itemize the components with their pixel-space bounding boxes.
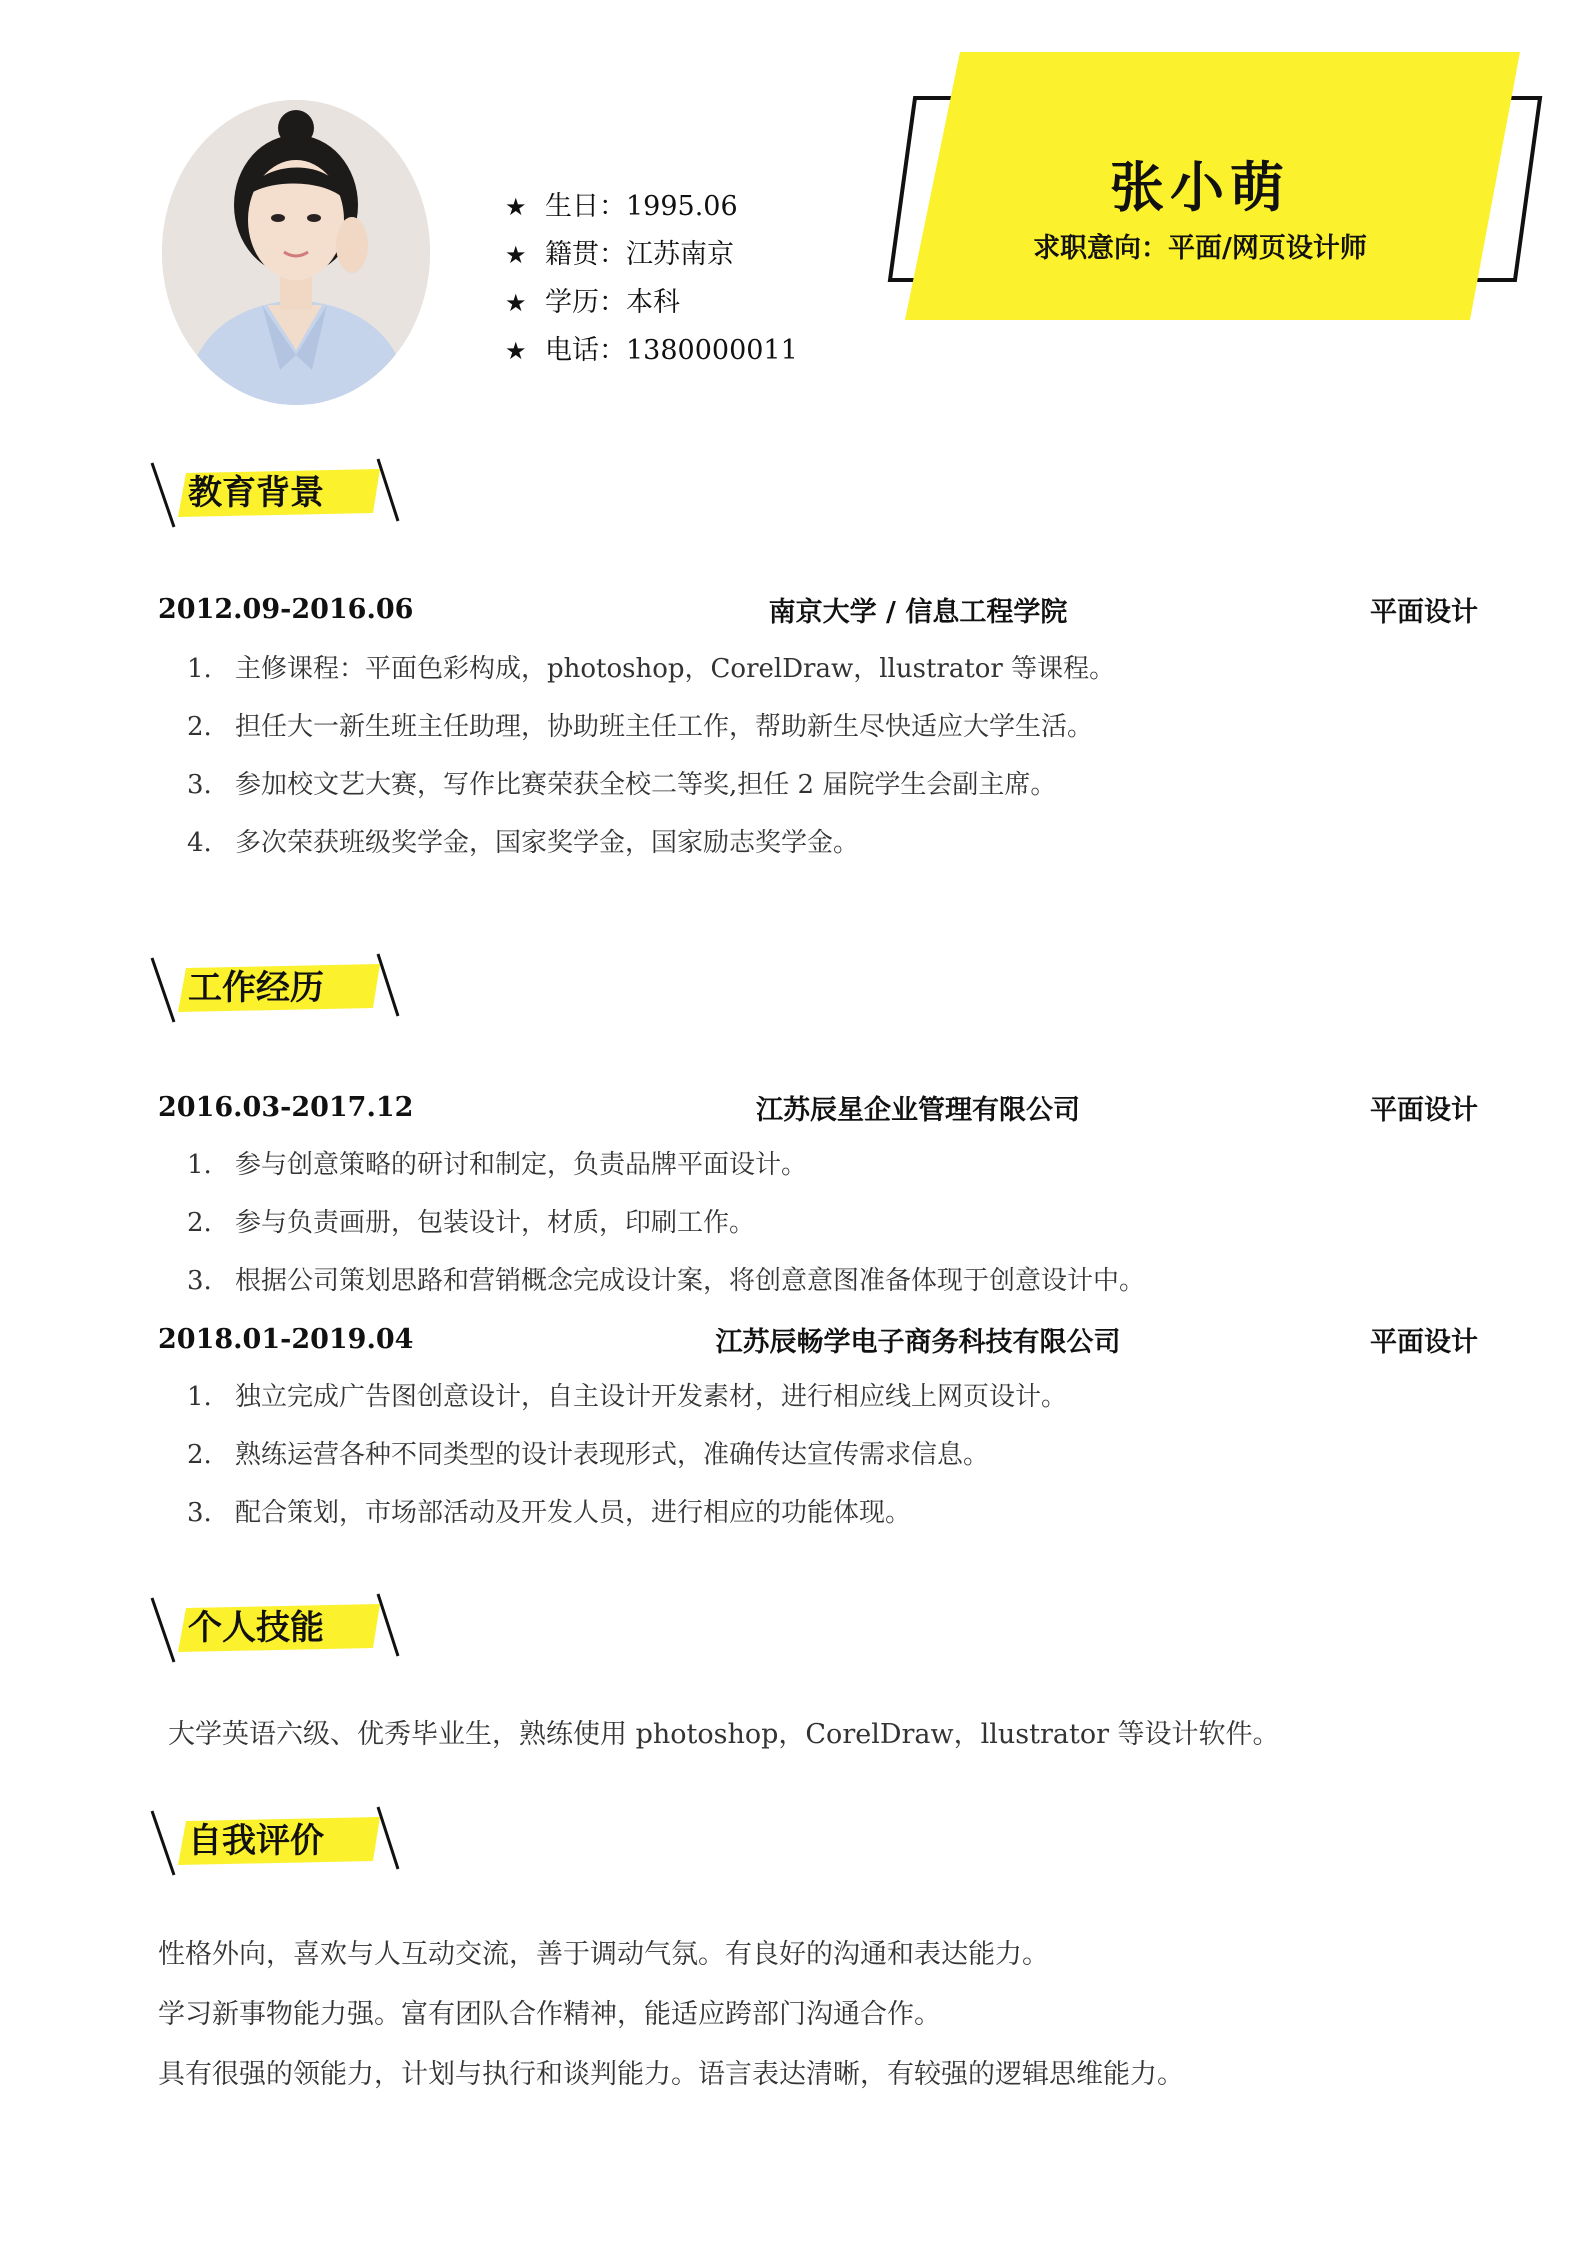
- self-eval-line: 具有很强的领能力，计划与执行和谈判能力。语言表达清晰，有较强的逻辑思维能力。: [158, 2059, 1184, 2090]
- info-label: 学历: [545, 287, 599, 318]
- section-title: 个人技能: [188, 1608, 324, 1648]
- entry-org: 江苏辰畅学电子商务科技有限公司: [715, 1327, 1121, 1358]
- self-eval-text: [158, 1925, 1184, 2105]
- list-item: 3. 根据公司策划思路和营销概念完成设计案，将创意意图准备体现于创意设计中。: [187, 1266, 1146, 1296]
- info-label: 电话: [545, 335, 599, 366]
- info-birthday: ★ 生日 ： 1995.06: [505, 183, 798, 231]
- section-title: 工作经历: [188, 968, 324, 1008]
- self-eval-line: 性格外向，喜欢与人互动交流，善于调动气氛。有良好的沟通和表达能力。: [158, 1939, 1049, 1970]
- self-eval-line: 学习新事物能力强。富有团队合作精神，能适应跨部门沟通合作。: [158, 1999, 941, 2030]
- portrait-illustration: [162, 100, 430, 405]
- info-value: 1995.06: [626, 191, 738, 222]
- info-value: 江苏南京: [626, 239, 734, 270]
- work-list: [187, 1368, 1067, 1542]
- section-header-skills: [148, 1590, 408, 1670]
- list-item: 1. 主修课程：平面色彩构成，photoshop，CorelDraw，llustrator 等课程。: [187, 654, 1116, 684]
- section-title: 自我评价: [188, 1821, 324, 1861]
- info-label: 生日: [545, 191, 599, 222]
- list-item: 2. 担任大一新生班主任助理，协助班主任工作，帮助新生尽快适应大学生活。: [187, 712, 1094, 742]
- list-item: 2. 参与负责画册，包装设计，材质，印刷工作。: [187, 1208, 756, 1238]
- education-entry-header: [158, 590, 1478, 629]
- personal-info: [505, 183, 798, 375]
- candidate-name: 张小萌: [1110, 155, 1290, 219]
- list-item: 1. 参与创意策略的研讨和制定，负责品牌平面设计。: [187, 1150, 808, 1180]
- list-item: 2. 熟练运营各种不同类型的设计表现形式，准确传达宣传需求信息。: [187, 1440, 990, 1470]
- info-value: 本科: [626, 287, 680, 318]
- info-value: 1380000011: [626, 335, 798, 366]
- info-phone: ★ 电话 ： 1380000011: [505, 327, 798, 375]
- job-intent: 求职意向：平面/网页设计师: [1033, 233, 1367, 264]
- entry-date: 2016.03-2017.12: [158, 1092, 414, 1123]
- info-label: 籍贯: [545, 239, 599, 270]
- avatar: [162, 100, 430, 405]
- star-icon: ★: [505, 241, 527, 269]
- entry-role: 平面设计: [1370, 1327, 1478, 1358]
- section-title: 教育背景: [188, 473, 324, 513]
- list-item: 1. 独立完成广告图创意设计，自主设计开发素材，进行相应线上网页设计。: [187, 1382, 1068, 1412]
- entry-role: 平面设计: [1370, 1095, 1478, 1126]
- entry-role: 平面设计: [1370, 597, 1478, 628]
- star-icon: ★: [505, 193, 527, 221]
- name-banner: [860, 50, 1560, 330]
- section-header-education: [148, 455, 408, 535]
- education-list: [187, 640, 1115, 872]
- star-icon: ★: [505, 337, 527, 365]
- work-list: [187, 1136, 1145, 1310]
- info-education-level: ★ 学历 ： 本科: [505, 279, 798, 327]
- entry-date: 2018.01-2019.04: [158, 1324, 414, 1355]
- star-icon: ★: [505, 289, 527, 317]
- skills-text: 大学英语六级、优秀毕业生，熟练使用 photoshop，CorelDraw，llustrator 等设计软件。: [168, 1719, 1280, 1750]
- entry-date: 2012.09-2016.06: [158, 594, 414, 625]
- info-hometown: ★ 籍贯 ： 江苏南京: [505, 231, 798, 279]
- section-header-work: [148, 950, 408, 1030]
- entry-org: 南京大学 / 信息工程学院: [768, 597, 1068, 628]
- section-header-self-eval: [148, 1803, 408, 1883]
- entry-org: 江苏辰星企业管理有限公司: [756, 1095, 1080, 1126]
- work-entry-header: [158, 1320, 1478, 1359]
- list-item: 3. 参加校文艺大赛，写作比赛荣获全校二等奖,担任 2 届院学生会副主席。: [187, 770, 1057, 800]
- work-entry-header: [158, 1088, 1478, 1127]
- list-item: 4. 多次荣获班级奖学金，国家奖学金，国家励志奖学金。: [187, 828, 860, 858]
- list-item: 3. 配合策划，市场部活动及开发人员，进行相应的功能体现。: [187, 1498, 912, 1528]
